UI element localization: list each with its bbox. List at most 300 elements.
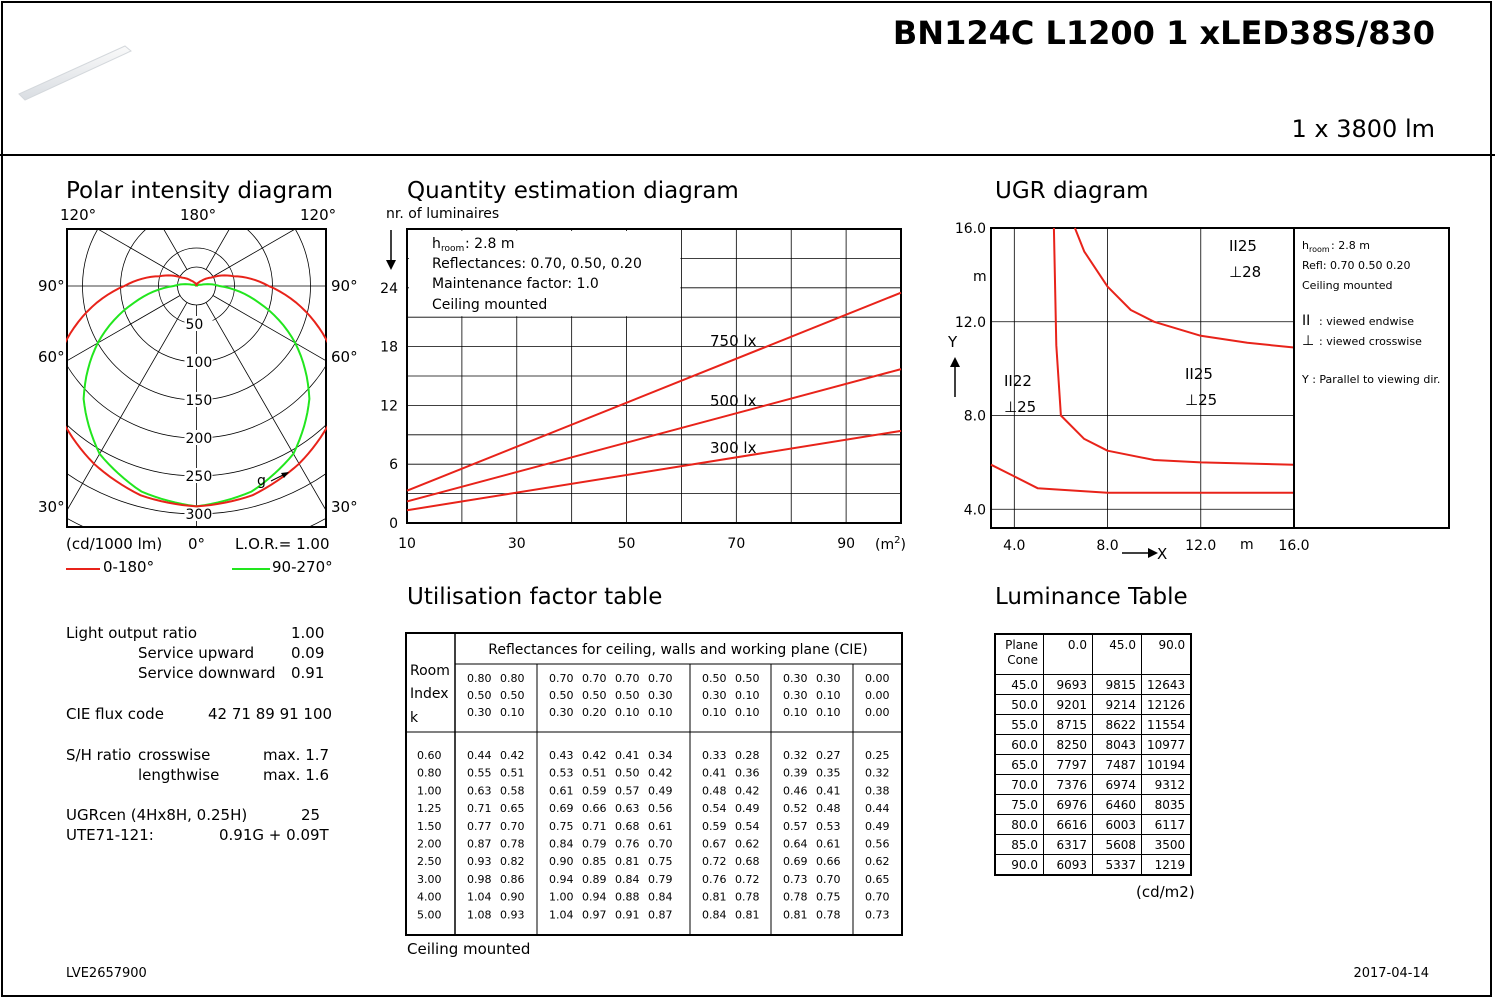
- uf-value-cell: 0.72: [702, 855, 727, 869]
- uf-value-cell: 0.71: [467, 802, 492, 816]
- uf-value-cell: 0.86: [500, 872, 525, 886]
- uf-value-cell: 0.41: [702, 766, 727, 780]
- lum-row: [995, 835, 1191, 855]
- lum-value: 9693: [1044, 675, 1093, 695]
- ugr-y-axis: Y: [948, 333, 958, 351]
- spec-cie-label: CIE flux code: [66, 705, 164, 723]
- uf-value-cell: 0.78: [783, 890, 808, 904]
- uf-value-cell: 0.61: [648, 819, 673, 833]
- lum-row: [995, 795, 1191, 815]
- ugr-anno-3-end: II25: [1229, 237, 1257, 255]
- ugr-y-unit: m: [973, 269, 987, 285]
- lum-value: 7376: [1044, 775, 1093, 795]
- lum-angle: 70.0: [995, 775, 1044, 795]
- ugr-xtick: 8.0: [1096, 538, 1119, 554]
- uf-value-cell: 0.93: [500, 908, 525, 922]
- line-label-500: 500 lx: [710, 392, 757, 410]
- lum-head-cone: Cone: [1007, 653, 1038, 667]
- ugr-title: UGR diagram: [995, 178, 1149, 204]
- uf-value-cell: 0.36: [735, 766, 760, 780]
- lum-value: 6317: [1044, 835, 1093, 855]
- uf-value-cell: 0.39: [783, 766, 808, 780]
- qty-xtick: 10: [398, 536, 416, 552]
- lum-value: 9815: [1093, 675, 1142, 695]
- qty-xunit: $(m^2)$: [875, 535, 906, 553]
- polar-gamma-label: g: [257, 473, 266, 489]
- ugr-anno-1-end: II22: [1004, 372, 1032, 390]
- polar-angle-30-right: 30°: [331, 498, 358, 516]
- lum-head-plane: Plane: [1005, 638, 1038, 652]
- qty-info-refl: Reflectances: 0.70, 0.50, 0.20: [432, 256, 642, 272]
- lum-value: 9312: [1142, 775, 1192, 795]
- legend-red-swatch: [66, 568, 100, 570]
- uf-value-cell: 0.65: [865, 872, 890, 886]
- lum-value: 7797: [1044, 755, 1093, 775]
- uf-value-cell: 0.90: [500, 890, 525, 904]
- qty-info-h-sub: room: [441, 244, 465, 254]
- uf-value-cell: 0.68: [735, 855, 760, 869]
- uf-value-cell: 0.75: [816, 890, 841, 904]
- luminaire-image: [15, 38, 135, 108]
- polar-plot: [66, 228, 327, 528]
- luminance-title: Luminance Table: [995, 584, 1188, 610]
- uf-refl-cell: 0.50: [467, 689, 492, 702]
- uf-value-cell: 0.81: [702, 890, 727, 904]
- lum-col-0: 0.0: [1044, 634, 1093, 675]
- lum-value: 8043: [1093, 735, 1142, 755]
- uf-refl-cell: 0.50: [549, 689, 574, 702]
- spec-cie-val: 42 71 89 91 100: [208, 705, 333, 723]
- uf-refl-cell: 0.70: [615, 672, 640, 685]
- polar-angle-top-mid: 180°: [180, 206, 217, 224]
- lum-value: 6003: [1093, 815, 1142, 835]
- uf-value-cell: 0.49: [648, 784, 673, 798]
- uf-refl-cell: 0.50: [500, 689, 525, 702]
- uf-value-cell: 0.72: [735, 872, 760, 886]
- uf-value-cell: 0.51: [500, 766, 525, 780]
- spec-ute-label: UTE71-121:: [66, 826, 154, 844]
- polar-angle-top-left: 120°: [60, 206, 97, 224]
- uf-value-cell: 0.84: [648, 890, 673, 904]
- polar-ring-label: 100: [185, 355, 213, 371]
- uf-value-cell: 0.59: [582, 784, 607, 798]
- uf-refl-cell: 0.30: [783, 672, 808, 685]
- uf-header: Reflectances for ceiling, walls and working plane (CIE): [488, 642, 868, 658]
- ugr-ytick: 4.0: [963, 502, 986, 519]
- uf-refl-cell: 0.10: [816, 689, 841, 702]
- ugr-curve-0: [991, 465, 1294, 493]
- lum-value: 9214: [1093, 695, 1142, 715]
- uf-value-cell: 0.62: [865, 855, 890, 869]
- uf-value-cell: 0.75: [648, 855, 673, 869]
- qty-line-1: [407, 369, 901, 501]
- spec-ugr-label: UGRcen (4Hx8H, 0.25H): [66, 806, 248, 824]
- uf-value-cell: 0.41: [816, 784, 841, 798]
- uf-value-cell: 0.78: [500, 837, 525, 851]
- ugr-xtick: 4.0: [1003, 538, 1026, 554]
- uf-refl-cell: 0.30: [783, 689, 808, 702]
- uf-value-cell: 0.73: [783, 872, 808, 886]
- uf-value-cell: 0.42: [648, 766, 673, 780]
- lum-value: 7487: [1093, 755, 1142, 775]
- uf-value-cell: 0.48: [816, 802, 841, 816]
- ugr-ytick: 12.0: [954, 314, 986, 331]
- uf-value-cell: 0.87: [467, 837, 492, 851]
- uf-value-cell: 0.25: [865, 749, 890, 762]
- qty-info-h: h: [432, 236, 441, 252]
- uf-refl-cell: 0.10: [783, 706, 808, 719]
- uf-refl-cell: 0.30: [648, 689, 673, 702]
- uf-value-cell: 0.51: [582, 766, 607, 780]
- uf-value-cell: 0.28: [735, 749, 760, 762]
- lum-angle: 80.0: [995, 815, 1044, 835]
- uf-value-cell: 0.81: [783, 908, 808, 922]
- lum-value: 5337: [1093, 855, 1142, 876]
- uf-value-cell: 0.34: [648, 749, 673, 762]
- legend-green-swatch: [232, 568, 270, 570]
- uf-room-index: 2.50: [417, 855, 442, 869]
- uf-footer: Ceiling mounted: [407, 940, 531, 958]
- luminance-unit: (cd/m2): [1136, 883, 1195, 901]
- polar-angle-60-right: 60°: [331, 348, 358, 366]
- qty-xtick: 90: [837, 536, 856, 552]
- line-label-750: 750 lx: [710, 332, 757, 350]
- polar-ray: [206, 228, 327, 270]
- uf-value-cell: 0.94: [582, 890, 607, 904]
- lum-angle: 55.0: [995, 715, 1044, 735]
- spec-sh-length: lengthwise: [138, 766, 220, 784]
- uf-refl-cell: 0.00: [865, 706, 890, 719]
- polar-ray: [213, 296, 327, 529]
- ugr-x-unit: m: [1240, 537, 1254, 553]
- qty-xtick: 50: [617, 536, 636, 552]
- uf-refl-cell: 0.00: [865, 689, 890, 702]
- polar-angle-30-left: 30°: [38, 498, 65, 516]
- qty-line-0: [407, 293, 901, 491]
- ugr-xtick: 12.0: [1185, 538, 1217, 554]
- uf-value-cell: 0.63: [467, 784, 492, 798]
- uf-value-cell: 0.94: [549, 872, 574, 886]
- lum-col-90: 90.0: [1142, 634, 1192, 675]
- lum-header-row: [995, 634, 1191, 675]
- polar-angle-90-right: 90°: [331, 277, 358, 295]
- doc-date: 2017-04-14: [1353, 966, 1429, 981]
- ugr-legend-cross: : viewed crosswise: [1319, 335, 1422, 348]
- uf-refl-cell: 0.10: [735, 706, 760, 719]
- lum-row: [995, 675, 1191, 695]
- uf-value-cell: 0.73: [865, 908, 890, 922]
- polar-angle-bottom: 0°: [188, 535, 206, 553]
- lum-row: [995, 815, 1191, 835]
- lum-value: 1219: [1142, 855, 1192, 876]
- lum-value: 3500: [1142, 835, 1192, 855]
- polar-ray: [213, 228, 327, 277]
- uf-value-cell: 0.68: [615, 819, 640, 833]
- ugr-xtick: 16.0: [1278, 538, 1310, 554]
- quantity-chart: [360, 226, 920, 566]
- uf-value-cell: 0.75: [549, 819, 574, 833]
- qty-ytick: 12: [380, 398, 398, 415]
- uf-value-cell: 0.48: [702, 784, 727, 798]
- lum-angle: 50.0: [995, 695, 1044, 715]
- uf-value-cell: 0.77: [467, 819, 492, 833]
- legend-green-label: 90-270°: [272, 558, 333, 576]
- lum-row: [995, 695, 1191, 715]
- spec-lor-label: Light output ratio: [66, 624, 198, 642]
- ugr-anno-2-cross: ⊥25: [1185, 391, 1218, 409]
- ugr-x-axis: X: [1157, 545, 1168, 563]
- lum-value: 11554: [1142, 715, 1192, 735]
- uf-value-cell: 0.66: [816, 855, 841, 869]
- qty-ytick: 0: [389, 516, 398, 532]
- ugr-legend-mount: Ceiling mounted: [1302, 279, 1393, 292]
- uf-refl-cell: 0.30: [467, 706, 492, 719]
- legend-red-label: 0-180°: [103, 558, 155, 576]
- spec-down-label: Service downward: [138, 664, 276, 682]
- uf-refl-cell: 0.10: [735, 689, 760, 702]
- uf-value-cell: 0.64: [783, 837, 808, 851]
- spec-sh-label: S/H ratio: [66, 746, 132, 764]
- uf-value-cell: 0.84: [549, 837, 574, 851]
- uf-value-cell: 0.70: [648, 837, 673, 851]
- polar-title: Polar intensity diagram: [66, 178, 334, 204]
- uf-value-cell: 0.53: [816, 819, 841, 833]
- lum-row: [995, 855, 1191, 876]
- lum-value: 8715: [1044, 715, 1093, 735]
- uf-value-cell: 0.79: [648, 872, 673, 886]
- uf-room-index: 4.00: [417, 890, 442, 904]
- uf-value-cell: 0.49: [735, 802, 760, 816]
- uf-value-cell: 0.71: [582, 819, 607, 833]
- lum-value: 12643: [1142, 675, 1192, 695]
- uf-value-cell: 0.85: [582, 855, 607, 869]
- uf-refl-cell: 0.30: [549, 706, 574, 719]
- lum-angle: 60.0: [995, 735, 1044, 755]
- uf-refl-cell: 0.10: [500, 706, 525, 719]
- qty-info-hval: : 2.8 m: [465, 236, 515, 252]
- uf-value-cell: 0.98: [467, 872, 492, 886]
- uf-value-cell: 0.46: [783, 784, 808, 798]
- uf-value-cell: 0.42: [735, 784, 760, 798]
- uf-value-cell: 0.82: [500, 855, 525, 869]
- uf-refl-cell: 0.30: [816, 672, 841, 685]
- uf-value-cell: 0.52: [783, 802, 808, 816]
- uf-value-cell: 0.67: [702, 837, 727, 851]
- uf-value-cell: 1.04: [549, 908, 574, 922]
- qty-xtick: 70: [727, 536, 746, 552]
- lum-value: 8622: [1093, 715, 1142, 735]
- uf-value-cell: 0.87: [648, 908, 673, 922]
- uf-value-cell: 0.57: [783, 819, 808, 833]
- ugr-legend-h: h: [1302, 239, 1309, 252]
- uf-room-index: 1.25: [417, 802, 442, 816]
- uf-value-cell: 0.43: [549, 749, 574, 762]
- lum-angle: 90.0: [995, 855, 1044, 876]
- lum-value: 6093: [1044, 855, 1093, 876]
- uf-value-cell: 0.42: [500, 749, 525, 762]
- uf-value-cell: 1.04: [467, 890, 492, 904]
- doc-code: LVE2657900: [66, 966, 147, 981]
- lum-value: 6974: [1093, 775, 1142, 795]
- lum-value: 8250: [1044, 735, 1093, 755]
- uf-value-cell: 0.27: [816, 749, 841, 762]
- uf-value-cell: 0.88: [615, 890, 640, 904]
- spec-up-label: Service upward: [138, 644, 255, 662]
- uf-value-cell: 0.54: [735, 819, 760, 833]
- flux-label: 1 x 3800 lm: [1291, 115, 1435, 143]
- uf-room-index: 3.00: [417, 872, 442, 886]
- qty-info-mount: Ceiling mounted: [432, 297, 548, 313]
- uf-refl-cell: 0.80: [467, 672, 492, 685]
- uf-value-cell: 0.76: [615, 837, 640, 851]
- qty-line-2: [407, 431, 901, 510]
- ugr-anno-2-end: II25: [1185, 365, 1213, 383]
- polar-angle-60-left: 60°: [38, 348, 65, 366]
- line-label-300: 300 lx: [710, 439, 757, 457]
- uf-value-cell: 0.35: [816, 766, 841, 780]
- ugr-legend-refl: Refl: 0.70 0.50 0.20: [1302, 259, 1411, 272]
- product-title: BN124C L1200 1 xLED38S/830: [892, 14, 1435, 52]
- uf-value-cell: 0.78: [735, 890, 760, 904]
- uf-value-cell: 0.70: [816, 872, 841, 886]
- polar-ring-label: 50: [185, 317, 204, 333]
- qty-xtick: 30: [507, 536, 526, 552]
- polar-ray: [206, 302, 327, 528]
- uf-value-cell: 0.90: [549, 855, 574, 869]
- uf-value-cell: 0.76: [702, 872, 727, 886]
- ugr-legend-par: Y : Parallel to viewing dir.: [1302, 373, 1441, 386]
- uf-value-cell: 0.62: [735, 837, 760, 851]
- polar-ring-label: 300: [185, 507, 213, 523]
- uf-value-cell: 0.69: [783, 855, 808, 869]
- uf-refl-cell: 0.80: [500, 672, 525, 685]
- uf-value-cell: 0.59: [702, 819, 727, 833]
- uf-value-cell: 0.55: [467, 766, 492, 780]
- lum-value: 6976: [1044, 795, 1093, 815]
- ugr-ytick: 16.0: [954, 221, 986, 237]
- spec-lor-val: 1.00: [291, 624, 325, 642]
- uf-value-cell: 0.53: [549, 766, 574, 780]
- uf-refl-cell: 0.50: [735, 672, 760, 685]
- lum-row: [995, 775, 1191, 795]
- uf-value-cell: 0.69: [549, 802, 574, 816]
- uf-value-cell: 0.33: [702, 749, 727, 762]
- lum-angle: 75.0: [995, 795, 1044, 815]
- lum-row: [995, 735, 1191, 755]
- lum-head-corner: [995, 634, 1044, 675]
- polar-unit: (cd/1000 lm): [66, 535, 163, 553]
- uf-k-label: k: [410, 710, 419, 726]
- uf-value-cell: 0.78: [816, 908, 841, 922]
- polar-ring-label: 200: [185, 431, 213, 447]
- uf-value-cell: 0.32: [783, 749, 808, 762]
- lum-row: [995, 715, 1191, 735]
- uf-value-cell: 0.70: [865, 890, 890, 904]
- uf-index-label: Index: [410, 686, 449, 702]
- quantity-title: Quantity estimation diagram: [407, 178, 739, 204]
- ugr-legend-hval: : 2.8 m: [1331, 239, 1370, 252]
- quantity-ylabel: nr. of luminaires: [386, 206, 500, 222]
- lum-col-45: 45.0: [1093, 634, 1142, 675]
- ugr-legend-end: : viewed endwise: [1319, 315, 1415, 328]
- uf-title: Utilisation factor table: [407, 584, 663, 610]
- uf-value-cell: 0.63: [615, 802, 640, 816]
- uf-room-index: 1.00: [417, 784, 442, 798]
- uf-value-cell: 0.38: [865, 784, 890, 798]
- crosswise-icon: ⊥: [1302, 333, 1315, 349]
- polar-ray: [66, 228, 180, 277]
- polar-ray: [66, 228, 187, 270]
- uf-value-cell: 1.00: [549, 890, 574, 904]
- uf-refl-cell: 0.20: [582, 706, 607, 719]
- lum-angle: 45.0: [995, 675, 1044, 695]
- uf-refl-cell: 0.00: [865, 672, 890, 685]
- lum-value: 6117: [1142, 815, 1192, 835]
- lum-value: 10977: [1142, 735, 1192, 755]
- lum-row: [995, 755, 1191, 775]
- uf-refl-cell: 0.50: [615, 689, 640, 702]
- ugr-anno-1-cross: ⊥25: [1004, 398, 1037, 416]
- uf-value-cell: 0.44: [467, 749, 492, 762]
- uf-value-cell: 0.32: [865, 766, 890, 780]
- lum-value: 6460: [1093, 795, 1142, 815]
- uf-value-cell: 0.41: [615, 749, 640, 762]
- qty-ytick: 6: [389, 457, 398, 474]
- lum-value: 9201: [1044, 695, 1093, 715]
- spec-down-val: 0.91: [291, 664, 325, 682]
- lum-value: 6616: [1044, 815, 1093, 835]
- uf-value-cell: 0.65: [500, 802, 525, 816]
- uf-refl-cell: 0.10: [648, 706, 673, 719]
- luminance-table: [994, 633, 1192, 876]
- uf-value-cell: 0.70: [500, 819, 525, 833]
- uf-value-cell: 0.44: [865, 802, 890, 816]
- uf-room-index: 2.00: [417, 837, 442, 851]
- uf-value-cell: 0.84: [615, 872, 640, 886]
- ugr-legend-h-sub: room: [1309, 245, 1330, 254]
- uf-refl-cell: 0.10: [615, 706, 640, 719]
- lum-angle: 65.0: [995, 755, 1044, 775]
- uf-refl-cell: 0.70: [648, 672, 673, 685]
- uf-refl-cell: 0.50: [702, 672, 727, 685]
- uf-value-cell: 0.54: [702, 802, 727, 816]
- uf-value-cell: 0.97: [582, 908, 607, 922]
- endwise-icon: II: [1302, 313, 1311, 329]
- lum-angle: 85.0: [995, 835, 1044, 855]
- qty-ytick: 24: [380, 280, 398, 297]
- polar-angle-90-left: 90°: [38, 277, 65, 295]
- uf-room-index: 5.00: [417, 908, 442, 922]
- lum-value: 12126: [1142, 695, 1192, 715]
- spec-sh-length-val: max. 1.6: [263, 766, 330, 784]
- polar-ring-label: 250: [185, 469, 213, 485]
- polar-ray: [66, 296, 180, 529]
- uf-value-cell: 0.61: [816, 837, 841, 851]
- uf-value-cell: 0.61: [549, 784, 574, 798]
- polar-ring-label: 150: [185, 393, 213, 409]
- qty-ytick: 18: [380, 339, 398, 356]
- uf-value-cell: 0.57: [615, 784, 640, 798]
- polar-angle-top-right: 120°: [300, 206, 337, 224]
- ugr-ytick: 8.0: [963, 408, 986, 425]
- uf-value-cell: 0.79: [582, 837, 607, 851]
- uf-value-cell: 0.50: [615, 766, 640, 780]
- spec-sh-cross: crosswise: [138, 746, 211, 764]
- qty-info-mf: Maintenance factor: 1.0: [432, 276, 599, 292]
- uf-value-cell: 0.81: [615, 855, 640, 869]
- lum-value: 8035: [1142, 795, 1192, 815]
- spec-up-val: 0.09: [291, 644, 325, 662]
